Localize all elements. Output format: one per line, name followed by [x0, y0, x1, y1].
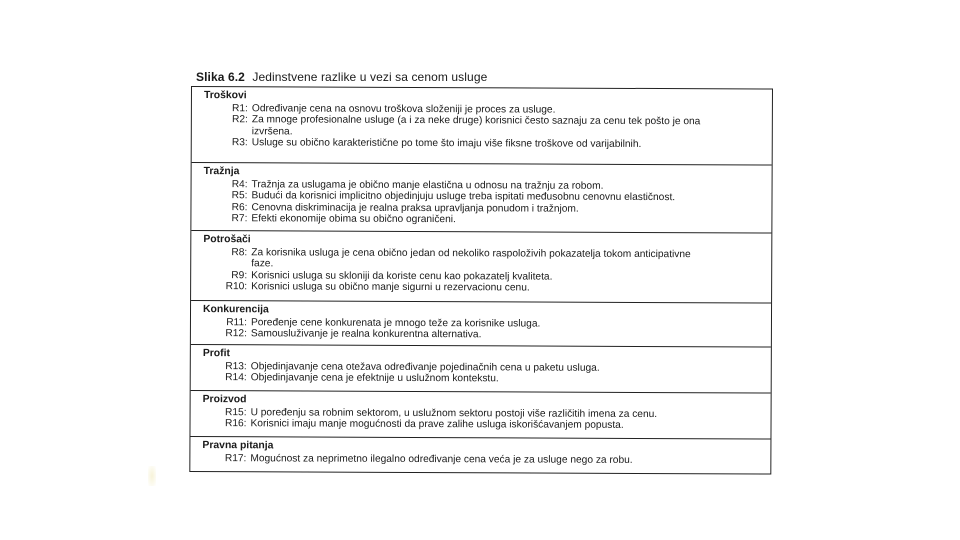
row-text: Objedinjavanje cena otežava određivanje pojedinačnih cena u paketu usluga.: [250, 360, 600, 374]
row-code: R10:: [225, 281, 248, 293]
row-code: R14:: [225, 372, 247, 384]
row-code: R16:: [224, 418, 247, 430]
table-row: [203, 328, 771, 342]
row-text: Objedinjavanje cena je efektnije u uslužnom kontekstu.: [250, 372, 499, 385]
row-code: R13:: [225, 360, 247, 372]
table-row: [203, 247, 771, 261]
row-text: Usluge su obično karakteristične po tome što imaju više fiksne troškove od varijabilnih.: [251, 137, 642, 151]
row-text: Efekti ekonomije obima su obično ograničeni.: [251, 213, 456, 226]
section-2: [191, 231, 771, 304]
section-heading: Potrošači: [203, 234, 251, 246]
row-code: R3:: [231, 137, 248, 149]
row-code: R11:: [226, 316, 247, 328]
row-code: R4:: [231, 178, 248, 190]
row-text: Budući da korisnici implicitno objedinjuju usluge treba ispitati međusobnu cenovnu elastičnost.: [251, 190, 676, 204]
row-code: R9:: [231, 269, 248, 282]
table-row: [203, 372, 771, 386]
row-code: R8:: [231, 246, 248, 258]
row-text: U poređenju sa robnim sektorom, u uslužnom sektoru postoji više različitih imena za cenu.: [250, 406, 658, 420]
row-text-continuation: izvršena.: [251, 126, 293, 138]
row-code: R2:: [231, 114, 248, 126]
row-code: R7:: [231, 213, 248, 225]
section-heading: Tražnja: [203, 166, 240, 178]
table-row: [203, 213, 771, 227]
table-row: [204, 137, 772, 151]
row-code: R17:: [224, 452, 247, 464]
section-0: [192, 87, 772, 166]
row-code: R5:: [231, 190, 248, 202]
section-5: [190, 391, 770, 440]
row-code: R6:: [231, 201, 248, 214]
section-6: [190, 437, 770, 476]
section-3: [191, 301, 771, 348]
row-text-continuation: faze.: [251, 258, 274, 270]
scan-smudge: [148, 466, 156, 486]
row-code: R15:: [225, 406, 247, 418]
section-1: [191, 163, 771, 234]
section-heading: Proizvod: [202, 394, 247, 406]
row-text: Korisnici imaju manje mogućnosti da prave zalihe usluga iskorišćavanjem popusta.: [250, 418, 624, 432]
section-heading: Profit: [202, 348, 230, 360]
row-text: Korisnici usluga su skloniji da koriste cenu kao pokazatelj kvaliteta.: [251, 270, 553, 283]
row-code: R12:: [225, 328, 247, 340]
table-row: [202, 453, 770, 467]
section-heading: Troškovi: [203, 90, 247, 102]
row-text: Samousluživanje je realna konkurentna alternativa.: [250, 328, 482, 341]
section-heading: Konkurencija: [203, 304, 269, 316]
figure-title: Jedinstvene razlike u vezi sa cenom usluge: [252, 70, 488, 84]
row-text: Tražnja za uslugama je obično manje elastična u odnosu na tražnju za robom.: [251, 178, 604, 192]
table-row: [203, 281, 771, 295]
price-differences-table: [189, 86, 773, 475]
row-text: Za mnoge profesionalne usluge (a i za neke druge) korisnici često saznaju za cenu tek pošto je ona: [251, 114, 701, 128]
figure-caption: [196, 70, 487, 84]
row-code: R1:: [232, 102, 248, 114]
table-row: [202, 418, 770, 432]
row-text: Određivanje cena na osnovu troškova složeniji je proces za usluge.: [251, 102, 556, 116]
row-text: Za korisnika usluga je cena obično jedan od nekoliko raspoloživih pokazatelja tokom anticipativne: [251, 246, 691, 260]
row-text: Cenovna diskriminacija je realna praksa upravljanja ponudom i tražnjom.: [251, 202, 579, 215]
section-heading: Pravna pitanja: [202, 440, 274, 452]
row-text: Poređenje cene konkurenata je mnogo teže za korisnike usluga.: [250, 316, 541, 330]
row-text: Mogućnost za neprimetno ilegalno određivanje cena veća je za usluge nego za robu.: [250, 452, 633, 466]
row-text: Korisnici usluga su obično manje sigurni u rezervacionu cenu.: [251, 281, 530, 294]
section-4: [191, 345, 771, 394]
figure-number: Slika 6.2: [196, 70, 245, 84]
